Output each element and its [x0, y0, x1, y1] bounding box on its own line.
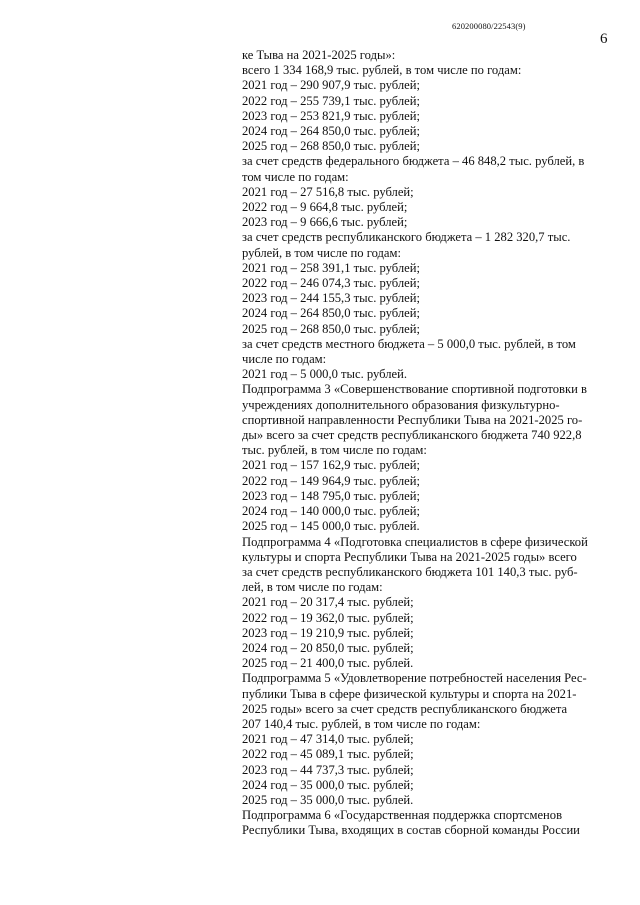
text-line: 2021 год – 157 162,9 тыс. рублей; — [242, 458, 420, 473]
page-number: 6 — [600, 31, 608, 47]
text-line: 2022 год – 149 964,9 тыс. рублей; — [242, 473, 420, 488]
text-line: 2022 год – 45 089,1 тыс. рублей; — [242, 747, 414, 762]
text-line: 2021 год – 5 000,0 тыс. рублей. — [242, 367, 408, 382]
text-line: Подпрограмма 3 «Совершенствование спортивной подготовки в — [242, 382, 587, 397]
text-line: 2023 год – 44 737,3 тыс. рублей; — [242, 762, 414, 777]
text-line: Подпрограмма 5 «Удовлетворение потребностей населения Рес- — [242, 671, 587, 686]
text-line: Республики Тыва, входящих в состав сборной команды России — [242, 823, 580, 838]
text-line: за счет средств местного бюджета – 5 000,0 тыс. рублей, в том — [242, 336, 576, 351]
text-line: Подпрограмма 6 «Государственная поддержка спортсменов — [242, 808, 563, 823]
text-line: 2024 год – 264 850,0 тыс. рублей; — [242, 124, 420, 139]
text-line: 2023 год – 19 210,9 тыс. рублей; — [242, 625, 414, 640]
text-line: 2023 год – 244 155,3 тыс. рублей; — [242, 291, 420, 306]
text-line: культуры и спорта Республики Тыва на 2021-2025 годы» всего — [242, 549, 577, 564]
text-line: 2022 год – 246 074,3 тыс. рублей; — [242, 276, 420, 291]
text-line: 2025 год – 35 000,0 тыс. рублей. — [242, 792, 414, 807]
text-line: 2021 год – 290 907,9 тыс. рублей; — [242, 78, 420, 93]
text-line: ды» всего за счет средств республиканского бюджета 740 922,8 — [242, 428, 582, 443]
text-line: 2021 год – 258 391,1 тыс. рублей; — [242, 260, 420, 275]
text-line: 2023 год – 253 821,9 тыс. рублей; — [242, 108, 420, 123]
text-line: 2022 год – 255 739,1 тыс. рублей; — [242, 93, 420, 108]
text-line: учреждениях дополнительного образования физкультурно- — [242, 397, 560, 412]
text-line: лей, в том числе по годам: — [242, 580, 383, 595]
text-line: Подпрограмма 4 «Подготовка специалистов в сфере физической — [242, 534, 588, 549]
text-line: 2021 год – 47 314,0 тыс. рублей; — [242, 732, 414, 747]
text-line: 207 140,4 тыс. рублей, в том числе по годам: — [242, 716, 481, 731]
text-line: за счет средств федерального бюджета – 46 848,2 тыс. рублей, в — [242, 154, 585, 169]
text-line: тыс. рублей, в том числе по годам: — [242, 443, 427, 458]
text-line: 2023 год – 9 666,6 тыс. рублей; — [242, 215, 408, 230]
text-line: всего 1 334 168,9 тыс. рублей, в том числе по годам: — [242, 63, 522, 78]
text-line: 2021 год – 27 516,8 тыс. рублей; — [242, 184, 414, 199]
text-line: спортивной направленности Республики Тыва на 2021-2025 го- — [242, 412, 583, 427]
text-line: числе по годам: — [242, 352, 327, 367]
text-line: 2025 год – 21 400,0 тыс. рублей. — [242, 656, 414, 671]
text-line: ке Тыва на 2021-2025 годы»: — [242, 48, 396, 62]
document-body — [242, 48, 604, 839]
text-line: 2024 год – 35 000,0 тыс. рублей; — [242, 777, 414, 792]
text-line: том числе по годам: — [242, 169, 349, 184]
text-line: 2021 год – 20 317,4 тыс. рублей; — [242, 595, 414, 610]
text-line: 2024 год – 20 850,0 тыс. рублей; — [242, 640, 414, 655]
text-line: 2022 год – 9 664,8 тыс. рублей; — [242, 200, 408, 215]
text-line: 2024 год – 140 000,0 тыс. рублей; — [242, 504, 420, 519]
text-line: за счет средств республиканского бюджета 101 140,3 тыс. руб- — [242, 564, 578, 579]
document-id: 620200080/22543(9) — [452, 21, 526, 31]
text-line: 2025 год – 268 850,0 тыс. рублей; — [242, 139, 420, 154]
text-line: публики Тыва в сфере физической культуры и спорта на 2021- — [242, 686, 577, 701]
text-line: 2025 год – 268 850,0 тыс. рублей; — [242, 321, 420, 336]
text-line: 2025 год – 145 000,0 тыс. рублей. — [242, 519, 420, 534]
text-line: рублей, в том числе по годам: — [242, 245, 401, 260]
text-line: 2022 год – 19 362,0 тыс. рублей; — [242, 610, 414, 625]
text-line: за счет средств республиканского бюджета – 1 282 320,7 тыс. — [242, 230, 571, 245]
text-line: 2025 годы» всего за счет средств республиканского бюджета — [242, 701, 568, 716]
text-line: 2023 год – 148 795,0 тыс. рублей; — [242, 488, 420, 503]
text-line: 2024 год – 264 850,0 тыс. рублей; — [242, 306, 420, 321]
